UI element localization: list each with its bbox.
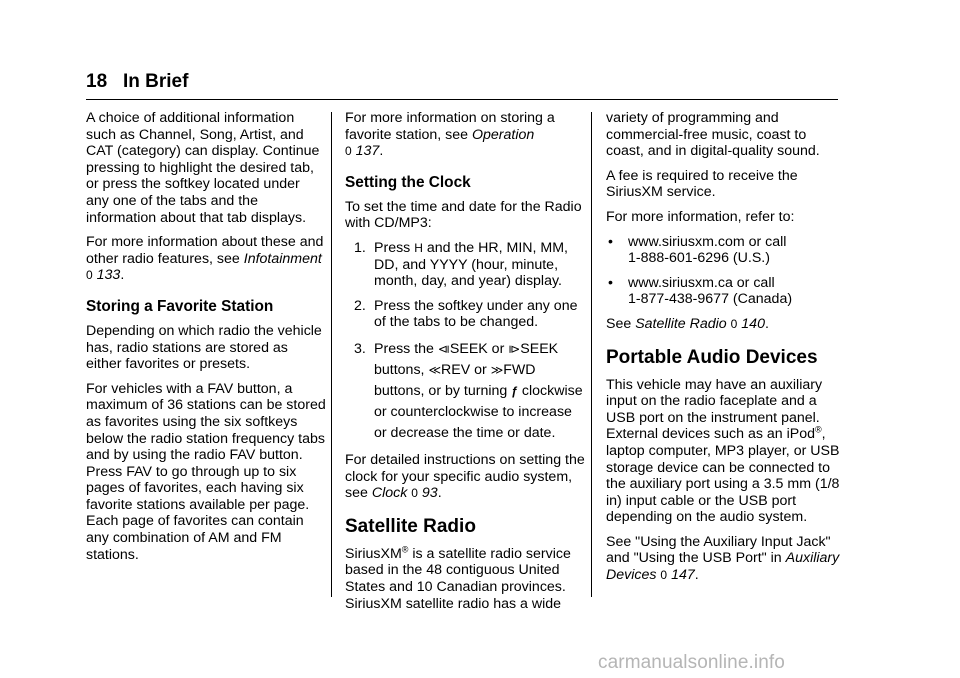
list-item: • www.siriusxm.com or call 1-888-601-6296 (U.S.) <box>608 233 787 267</box>
paragraph: A fee is required to receive the SiriusXM service. <box>606 167 798 201</box>
paragraph: For more information about these and other radio features, see Infotainment 0 133. <box>86 234 324 284</box>
bullet-icon: • <box>608 274 613 291</box>
page-number: 18 <box>86 71 108 92</box>
page-arrow-icon: 0 <box>345 144 352 159</box>
list-item: 2. Press the softkey under any one of the tabs to be changed. <box>354 297 578 331</box>
paragraph: For more information, refer to: <box>606 208 795 225</box>
section-title: In Brief <box>123 71 189 92</box>
seek-next-icon: ⧐ <box>508 341 521 356</box>
column-3 <box>606 110 846 592</box>
paragraph: For vehicles with a FAV button, a maximum of 36 stations can be stored as favorites using the six softkeys below the radio station frequency tabs and by using the radio FAV button. Press FAV to go through up to six pages of favorites, each having six favorite stations available per page. Each page of favorites can contain any combination of AM and FM stations. <box>86 380 326 563</box>
page-header <box>86 71 188 93</box>
rev-icon: ≪ <box>428 362 441 377</box>
page-arrow-icon: 0 <box>411 486 418 501</box>
seek-prev-icon: ⧏ <box>437 341 450 356</box>
column-1 <box>86 110 326 571</box>
xref-auxiliary-devices[interactable]: Auxiliary Devices 0 147 <box>606 550 840 584</box>
header-rule <box>86 99 838 100</box>
paragraph: Depending on which radio the vehicle has, radio stations are stored as either favorites or presets. <box>86 322 322 373</box>
clock-icon: H <box>414 240 423 255</box>
paragraph: A choice of additional information such as Channel, Song, Artist, and CAT (category) can display. Continue pressing to highlight the desired tab, or press the softkey located under any one of the tabs and the information about that tab displays. <box>86 110 320 226</box>
clock-steps <box>345 240 585 444</box>
watermark: carmanualsonline.info <box>598 652 785 673</box>
paragraph: variety of programming and commercial-free music, coast to coast, and in digital-quality sound. <box>606 110 820 160</box>
heading-storing-favorite: Storing a Favorite Station <box>86 297 274 315</box>
heading-satellite-radio: Satellite Radio <box>345 515 476 537</box>
list-item: 3. Press the ⧏SEEK or ⧐SEEK buttons, ≪REV or ≫FWD buttons, or by turning ƒ clockwise or counterclockwise to increase or decrease the time or date. <box>354 340 583 441</box>
page-arrow-icon: 0 <box>86 268 93 283</box>
xref-infotainment[interactable]: Infotainment 0 133 <box>86 250 322 284</box>
xref-clock[interactable]: Clock 0 93 <box>371 485 438 502</box>
paragraph: See Satellite Radio 0 140. <box>606 315 769 332</box>
list-item: • www.siriusxm.ca or call 1-877-438-9677 (Canada) <box>608 274 793 308</box>
heading-setting-clock: Setting the Clock <box>345 173 471 191</box>
paragraph: See "Using the Auxiliary Input Jack" and "Using the USB Port" in Auxiliary Devices 0 147. <box>606 533 840 584</box>
heading-portable-audio: Portable Audio Devices <box>606 346 818 368</box>
link-siriusxm-com[interactable]: www.siriusxm.com or call <box>628 233 787 250</box>
link-siriusxm-ca[interactable]: www.siriusxm.ca or call <box>628 274 775 291</box>
paragraph: To set the time and date for the Radio with CD/MP3: <box>345 198 582 232</box>
page-arrow-icon: 0 <box>660 568 668 583</box>
column-divider-1 <box>331 112 332 597</box>
paragraph: This vehicle may have an auxiliary input on the radio faceplate and a USB port on the instrument panel. External devices such as an iPod®, laptop computer, MP3 player, or USB storage device can be connected to the auxiliary port using a 3.5 mm (1/8 in) input cable or the USB port depending on the audio system. <box>606 376 840 526</box>
bullet-icon: • <box>608 233 613 250</box>
paragraph: For more information on storing a favorite station, see Operation 0 137. <box>345 110 555 160</box>
fwd-icon: ≫ <box>490 362 504 377</box>
tune-knob-icon: ƒ <box>511 383 518 398</box>
contact-list <box>606 234 846 308</box>
page-arrow-icon: 0 <box>730 316 738 331</box>
column-2 <box>345 110 585 620</box>
column-divider-2 <box>591 112 592 597</box>
xref-satellite-radio[interactable]: Satellite Radio 0 140 <box>635 315 765 332</box>
paragraph: SiriusXM® is a satellite radio service based in the 48 contiguous United States and 10 Canadian provinces. SiriusXM satellite radio has a wide <box>345 543 571 612</box>
paragraph: For detailed instructions on setting the clock for your specific audio system, see Clock 0 93. <box>345 451 585 502</box>
xref-operation[interactable]: Operation 0 137 <box>345 126 535 160</box>
list-item: 1. Press H and the HR, MIN, MM, DD, and YYYY (hour, minute, month, day, and year) display. <box>354 239 568 290</box>
